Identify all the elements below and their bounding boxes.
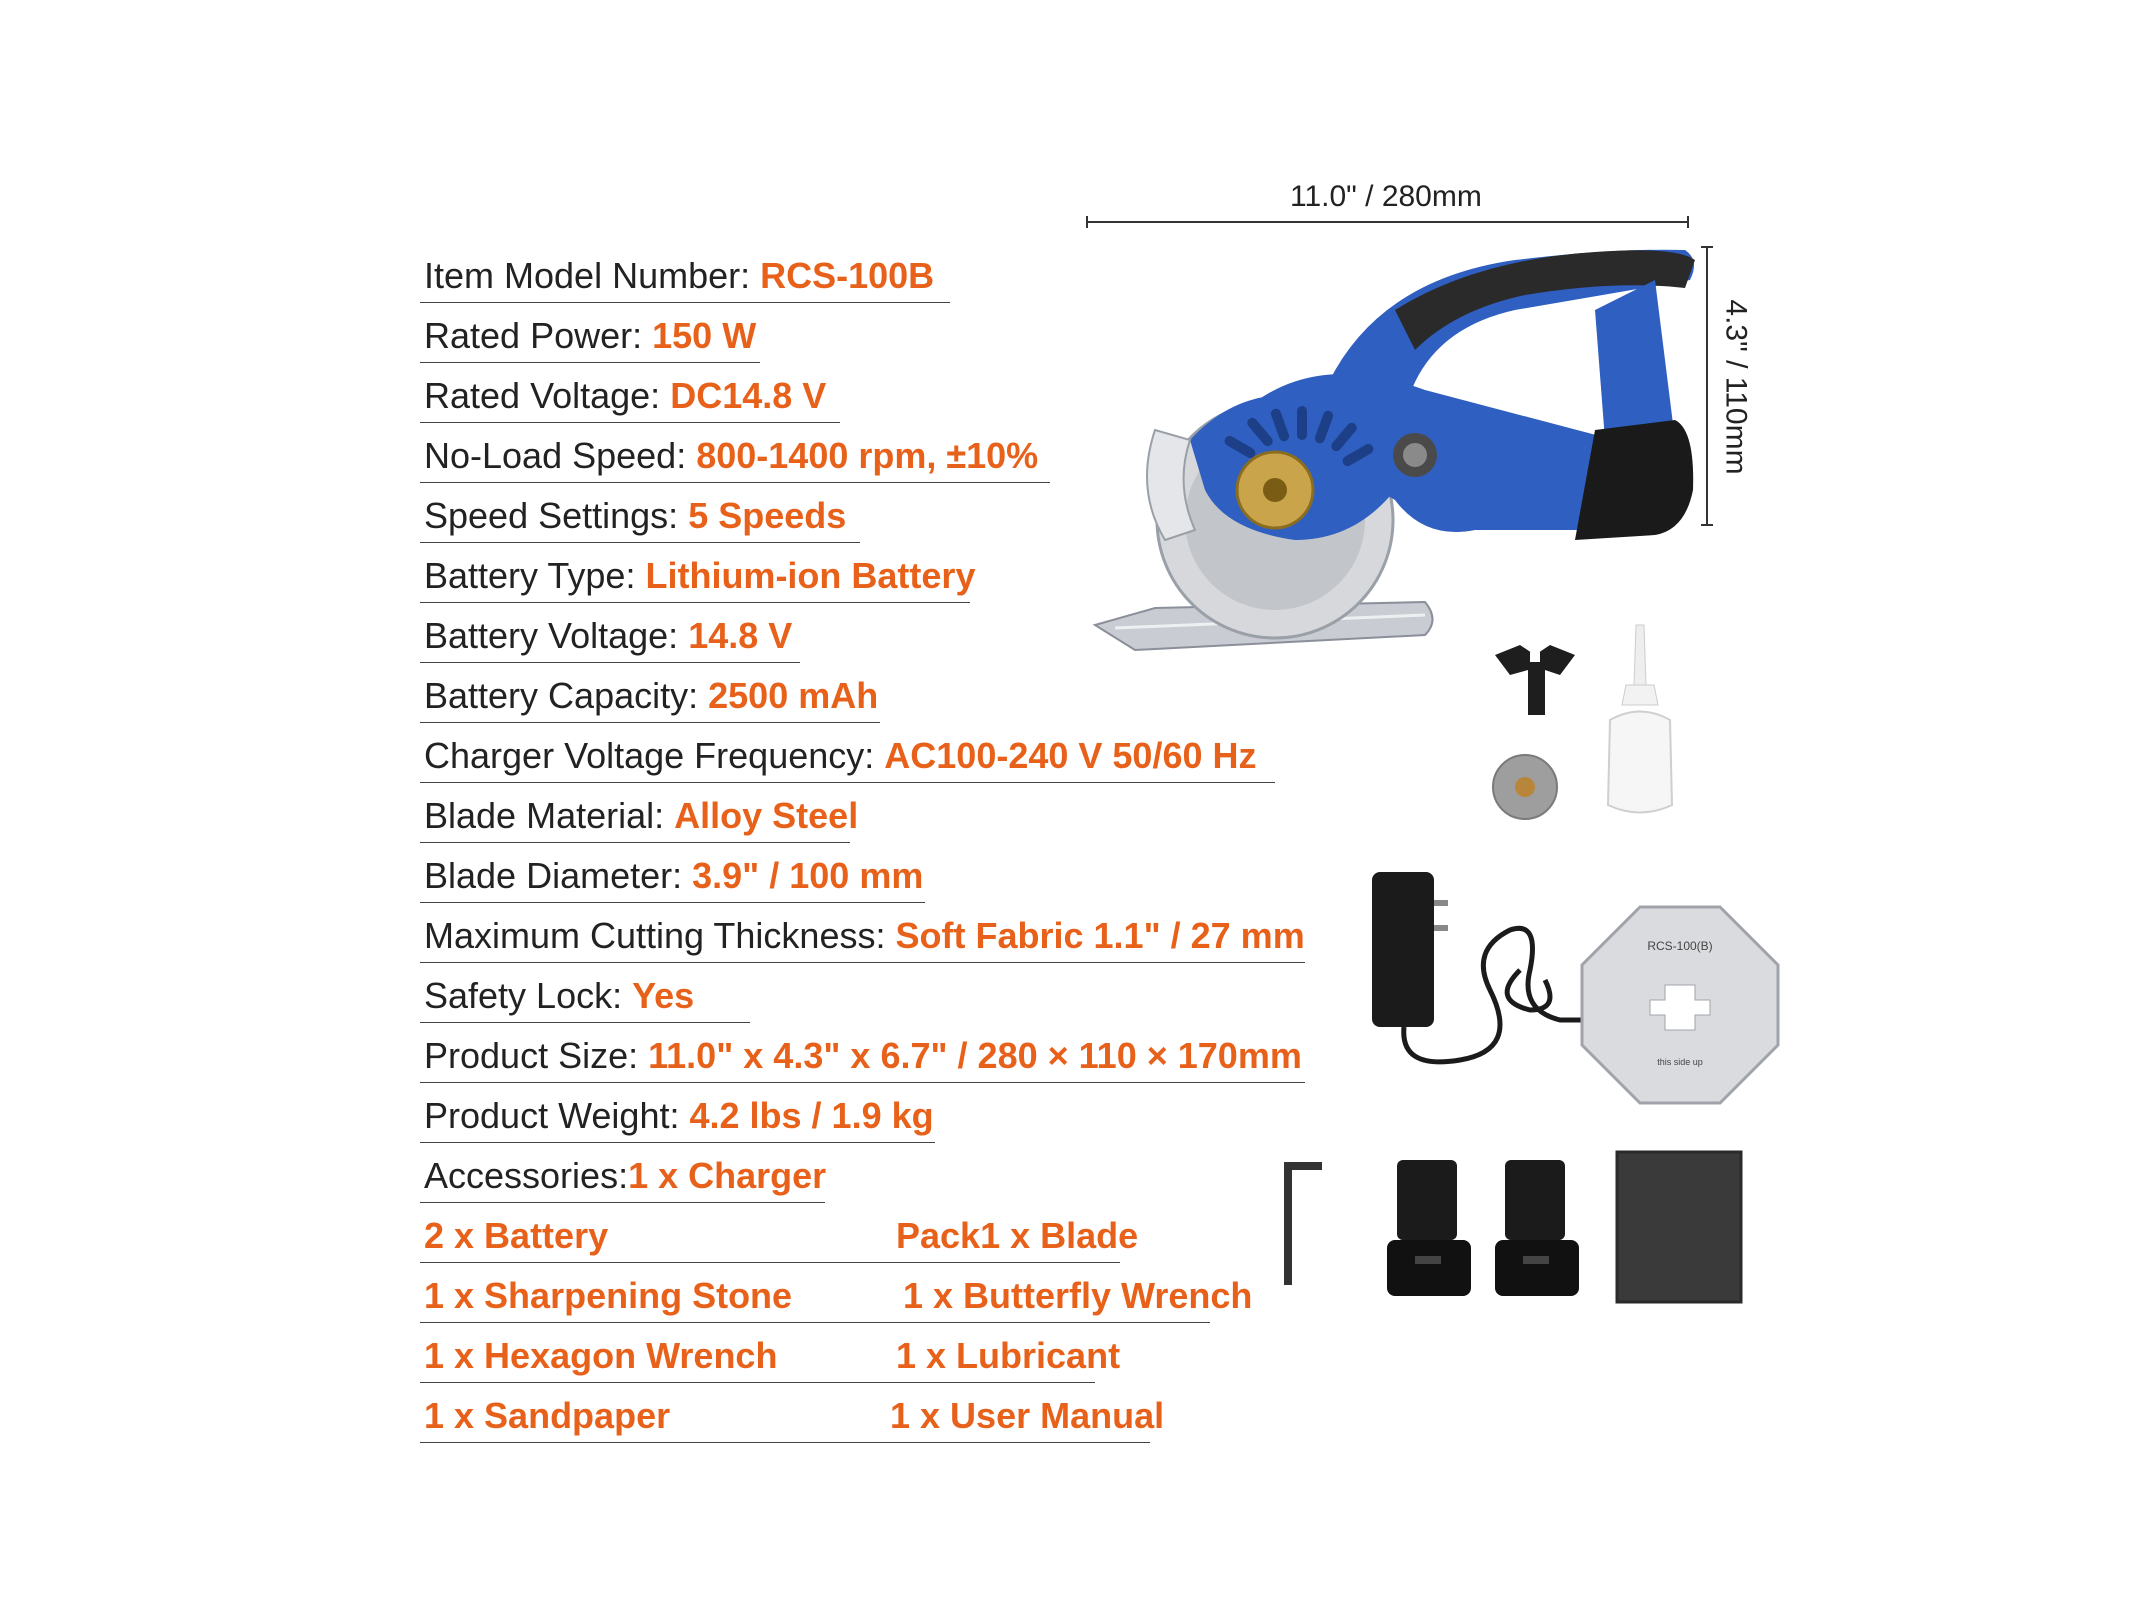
height-dimension-line [1700, 245, 1714, 527]
battery-pack-icon [1385, 1160, 1475, 1300]
spec-blade-material: Blade Material: Alloy Steel [424, 795, 859, 836]
spec-model: Item Model Number: RCS-100B [424, 255, 935, 296]
blade-model-text: RCS-100(B) [1647, 939, 1713, 953]
spec-divider [420, 722, 880, 723]
spec-no-load-speed: No-Load Speed: 800-1400 rpm, ±10% [424, 435, 1039, 476]
spec-rated-voltage: Rated Voltage: DC14.8 V [424, 375, 827, 416]
width-dimension-label: 11.0" / 280mm [1290, 180, 1482, 213]
spec-divider [420, 302, 950, 303]
spec-divider [420, 962, 1305, 963]
spec-divider [420, 362, 760, 363]
spec-divider [420, 782, 1275, 783]
accessory-divider [420, 1262, 1120, 1263]
spec-divider [420, 1082, 1305, 1083]
spec-divider [420, 542, 860, 543]
accessory-divider [420, 1442, 1150, 1443]
sandpaper-icon [1615, 1150, 1745, 1305]
butterfly-wrench-icon [1490, 640, 1580, 720]
spec-product-size: Product Size: 11.0" x 4.3" x 6.7" / 280 × 110 × 170mm [424, 1035, 1302, 1076]
blade-side-text: this side up [1657, 1057, 1703, 1067]
spec-divider [420, 902, 925, 903]
octagon-blade-icon [1580, 905, 1780, 1105]
accessory-item: 1 x Butterfly Wrench [903, 1275, 1253, 1316]
spec-divider [420, 842, 850, 843]
charger-adapter-icon [1370, 870, 1600, 1080]
spec-accessories: Accessories:1 x Charger [424, 1155, 827, 1196]
sharpening-stone-icon [1490, 752, 1560, 822]
accessory-item: 2 x Battery [424, 1215, 609, 1256]
accessory-item: 1 x User Manual [890, 1395, 1165, 1436]
spec-divider [420, 1202, 825, 1203]
accessory-item: 1 x Sharpening Stone [424, 1275, 793, 1316]
accessory-item: 1 x Lubricant [896, 1335, 1121, 1376]
height-dimension-label: 4.3" / 110mm [1719, 299, 1753, 475]
spec-max-cutting-thickness: Maximum Cutting Thickness: Soft Fabric 1.1" / 27 mm [424, 915, 1305, 956]
spec-charger-voltage: Charger Voltage Frequency: AC100-240 V 50/60 Hz [424, 735, 1257, 776]
lubricant-bottle-icon [1600, 625, 1680, 825]
accessory-item: 1 x Hexagon Wrench [424, 1335, 778, 1376]
spec-divider [420, 422, 840, 423]
spec-speed-settings: Speed Settings: 5 Speeds [424, 495, 847, 536]
cutter-tool-image [1095, 240, 1695, 660]
spec-safety-lock: Safety Lock: Yes [424, 975, 695, 1016]
accessory-divider [420, 1322, 1210, 1323]
spec-divider [420, 482, 1050, 483]
accessory-item: Pack1 x Blade [896, 1215, 1139, 1256]
spec-divider [420, 1022, 750, 1023]
spec-divider [420, 1142, 935, 1143]
accessory-item: 1 x Sandpaper [424, 1395, 671, 1436]
spec-rated-power: Rated Power: 150 W [424, 315, 757, 356]
spec-product-weight: Product Weight: 4.2 lbs / 1.9 kg [424, 1095, 934, 1136]
spec-battery-capacity: Battery Capacity: 2500 mAh [424, 675, 879, 716]
hex-wrench-icon [1278, 1160, 1328, 1290]
spec-blade-diameter: Blade Diameter: 3.9" / 100 mm [424, 855, 924, 896]
spec-battery-voltage: Battery Voltage: 14.8 V [424, 615, 793, 656]
battery-pack-icon [1493, 1160, 1583, 1300]
width-dimension-line [1085, 215, 1695, 229]
spec-battery-type: Battery Type: Lithium-ion Battery [424, 555, 976, 596]
spec-divider [420, 602, 970, 603]
spec-divider [420, 662, 800, 663]
accessory-divider [420, 1382, 1095, 1383]
